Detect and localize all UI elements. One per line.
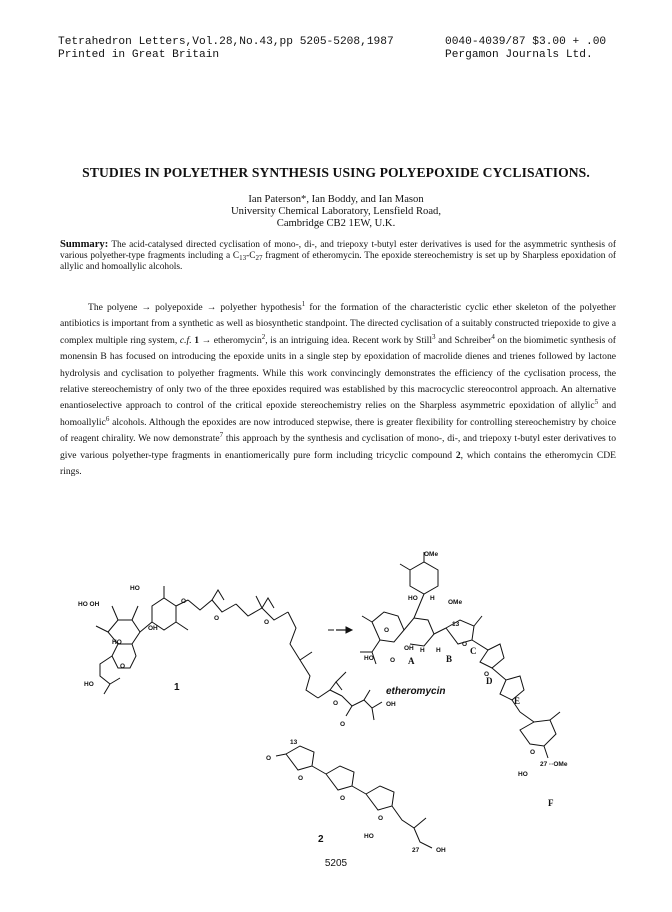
c1-atom-ho-top: HO [130, 585, 140, 592]
c1-atom-o-epox1: O [214, 615, 220, 622]
paper-title: STUDIES IN POLYETHER SYNTHESIS USING POLYEPOXIDE CYCLISATIONS. [82, 165, 590, 180]
c2-atom-ho: HO [364, 833, 374, 840]
eth-atom-oh: OH [404, 645, 414, 652]
c1-atom-ho-oh: HO OH [78, 601, 100, 608]
etheromycin-structure [360, 552, 560, 758]
journal-price [445, 36, 606, 61]
eth-atom-o-acid: O [390, 657, 396, 664]
c2-atom-o-ring1: O [298, 775, 304, 782]
eth-atom-ho: HO [408, 595, 418, 602]
eth-atom-o-c: O [462, 641, 468, 648]
author-names: Ian Paterson*, Ian Boddy, and Ian Mason [248, 194, 424, 205]
author-city: Cambridge CB2 1EW, U.K. [276, 218, 396, 229]
c2-atom-27: 27 [412, 847, 420, 854]
c1-atom-ho-ring: HO [112, 639, 122, 646]
ring-label-c: C [470, 646, 477, 656]
eth-atom-h2: H [420, 647, 425, 654]
citation-line: Tetrahedron Letters,Vol.28,No.43,pp 5205-5208,1987 [58, 36, 394, 48]
ring-label-a: A [408, 656, 415, 666]
printed-line: Printed in Great Britain [58, 48, 220, 61]
c1-atom-o-epox2: O [264, 619, 270, 626]
reaction-arrow [328, 627, 352, 633]
eth-atom-o-d: O [484, 671, 490, 678]
c1-atom-oh-end: OH [386, 701, 396, 708]
eth-atom-o-a: O [384, 627, 390, 634]
ring-label-d: D [486, 676, 493, 686]
c2-atom-o-ring2: O [340, 795, 346, 802]
ring-label-b: B [446, 654, 453, 664]
price-line: 0040-4039/87 $3.00 + .00 [445, 36, 607, 48]
body-paragraph: The polyene → polyepoxide → polyether hypothesis$^1$ for the formation of the characteristic cyclic ether skeleton of the polyether antibiotics is important from a synthetic as well as biosynthetic standpoint. The directed cyclisation of a suitably constructed triepoxide to give a complex multiple ring system, c.f. 1 → etheromycin$^2$, is an intriguing idea. Recent work by Still$^3$ and Schreiber$^4$ on the biomimetic synthesis of monensin B has focused on introducing the epoxide units in a single step by epoxidation of macrolide dienes and trienes followed by lactone hydrolysis and cyclisation to polyether fragments. While this work convincingly demonstrates the efficiency of the cyclisation process, the relative stereochemistry of only two of the three epoxides required was established by this macrocyclic stereocontrol approach. An alternative enantioselective approach to control of the critical epoxide stereochemistry relies on the Sharpless asymmetric epoxidation of allylic$^5$ and homoallylic$^6$ alcohols. Although the epoxides are now introduced stepwise, there is greater flexibility for controlling stereochemistry by choice of reagent chirality. We now demonstrate$^7$ this approach by the synthesis and cyclisation of mono-, di-, and triepoxy t-butyl ester derivatives to give various polyether-type fragments in enantiomerically pure form including tricyclic compound 2, which contains the etheromycin CDE rings. [60, 300, 617, 478]
compound-1-label: 1 [174, 682, 180, 693]
reaction-scheme [0, 540, 672, 860]
c1-atom-o-end: O [340, 721, 346, 728]
ring-label-f: F [548, 798, 554, 808]
eth-atom-o-f: O [530, 749, 536, 756]
c2-atom-o-ring3: O [378, 815, 384, 822]
eth-atom-ho-f: HO [518, 771, 528, 778]
summary-label: Summary: [60, 239, 109, 250]
eth-atom-ome-top: OMe [424, 551, 439, 558]
eth-atom-h1: H [430, 595, 435, 602]
eth-atom-c27-ome: 27 ··OMe [540, 761, 568, 768]
c2-atom-oh: OH [436, 847, 446, 854]
c1-atom-o-epox3: O [333, 700, 339, 707]
eth-atom-h3: H [436, 647, 441, 654]
summary: Summary: The acid-catalysed directed cyclisation of mono-, di-, and triepoxy t-butyl ester derivatives is used for the asymmetric synthesis of various polyether-type fragments including a $C_{13}-C_{27}$ fragment of etheromycin. The epoxide stereochemistry is set up by Sharpless epoxidation of allylic and homoallylic alcohols. [60, 239, 616, 272]
publisher-line: Pergamon Journals Ltd. [445, 48, 593, 61]
eth-atom-13: 13 [452, 621, 460, 628]
journal-citation [58, 36, 394, 61]
compound-2-label: 2 [318, 834, 324, 845]
compound-2-structure [276, 746, 432, 848]
author-affiliation: University Chemical Laboratory, Lensfield Road, [231, 206, 441, 217]
page-number: 5205 [324, 858, 348, 869]
eth-atom-ho-acid: HO [364, 655, 374, 662]
eth-atom-ome: OMe [448, 599, 463, 606]
c1-atom-o-ester: O [120, 663, 126, 670]
c2-atom-13: 13 [290, 739, 298, 746]
c1-atom-oh: OH [148, 625, 158, 632]
c1-atom-o-ketone: O [181, 598, 187, 605]
ring-label-e: E [514, 696, 521, 706]
c1-atom-ho-acid: HO [84, 681, 94, 688]
etheromycin-label: etheromycin [386, 686, 446, 697]
compound-1-structure [96, 586, 382, 720]
c2-atom-o-carbonyl: O [266, 755, 272, 762]
